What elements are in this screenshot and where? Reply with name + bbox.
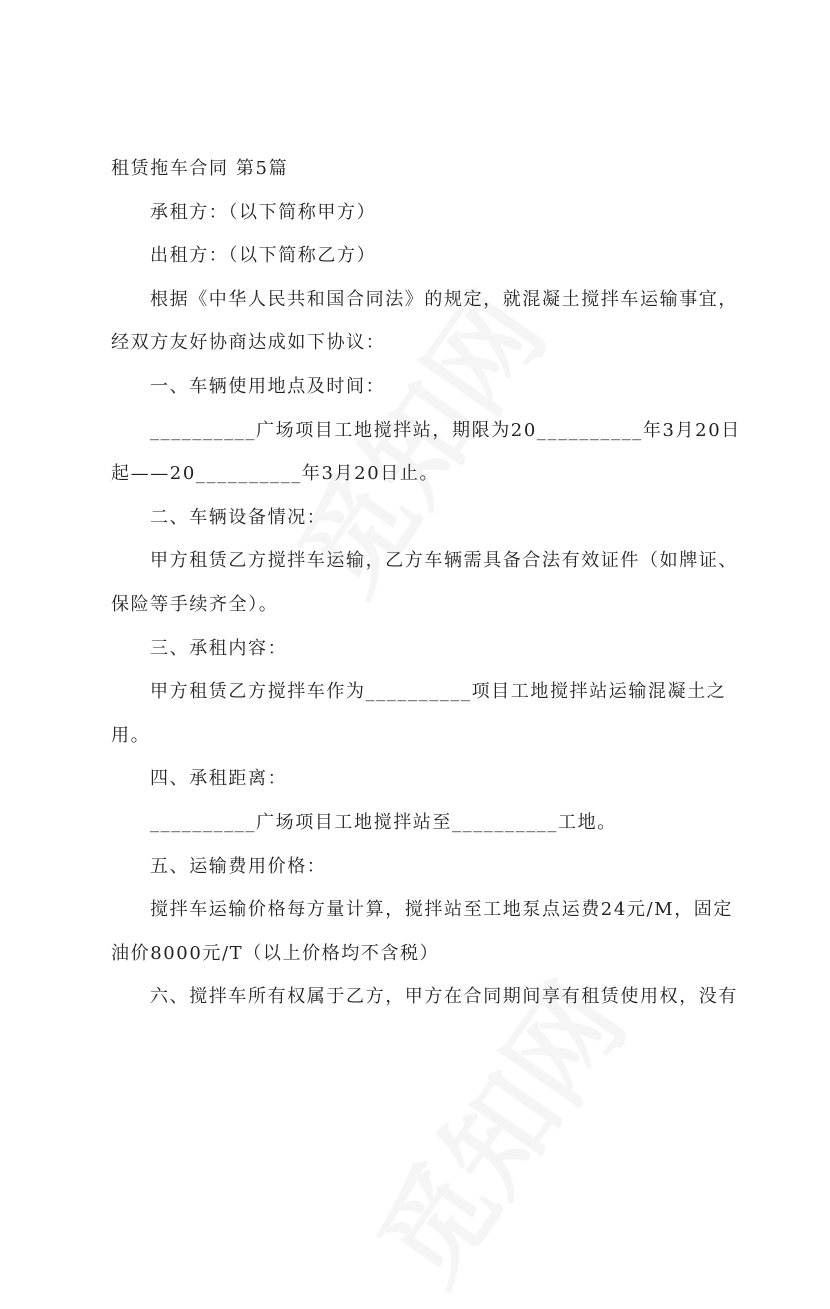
paragraph-line: 一、车辆使用地点及时间： [150,375,386,397]
paragraph-line: 二、车辆设备情况： [150,506,327,528]
paragraph-line: 三、承租内容： [150,637,288,659]
paragraph-line: 五、运输费用价格： [150,855,327,877]
paragraph-line: __________广场项目工地搅拌站，期限为20__________年3月20日 [150,419,741,441]
paragraph-line: 六、搅拌车所有权属于乙方，甲方在合同期间享有租赁使用权，没有 [150,986,738,1008]
paragraph-line: 出租方：（以下简称乙方） [150,245,377,267]
paragraph-line: 搅拌车运输价格每方量计算，搅拌站至工地泵点运费24元/M，固定 [150,899,733,921]
paragraph-line: 根据《中华人民共和国合同法》的规定，就混凝土搅拌车运输事宜， [150,288,738,310]
document-body [111,147,751,1019]
paragraph-line: 甲方租赁乙方搅拌车作为__________项目工地搅拌站运输混凝土之 [150,681,727,703]
paragraph-line: 保险等手续齐全）。 [111,593,279,615]
paragraph-line: 油价8000元/T（以上价格均不含税） [111,942,440,964]
paragraph-line: __________广场项目工地搅拌站至__________工地。 [150,811,617,833]
document-title: 租赁拖车合同 第5篇 [111,158,289,179]
paragraph-line: 承租方：（以下简称甲方） [150,201,377,223]
paragraph-line: 甲方租赁乙方搅拌车运输，乙方车辆需具备合法有效证件（如牌证、 [150,550,738,572]
paragraph-line: 用。 [111,724,151,746]
paragraph-line: 四、承租距离： [150,768,288,790]
paragraph-line: 起——20__________年3月20日止。 [111,463,440,485]
paragraph-line: 经双方友好协商达成如下协议： [111,332,386,354]
